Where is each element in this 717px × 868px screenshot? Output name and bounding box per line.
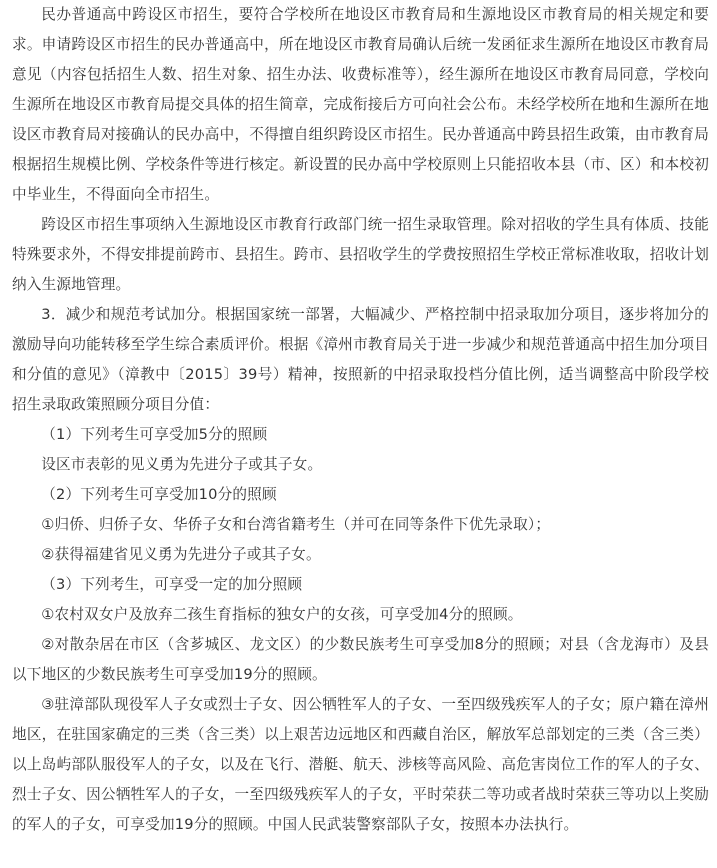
paragraph-bonus-points-reform: 3．减少和规范考试加分。根据国家统一部署，大幅减少、严格控制中招录取加分项目，逐步将加分的激励导向功能转移至学生综合素质评价。根据《漳州市教育局关于进一步减少和规范普通高中招生加分项目和分值的意见》（漳教中〔2015〕39号）精神，按照新的中招录取投档分值比例，适当调整高中阶段学校招生录取政策照顾分项目分值： — [12, 306, 709, 413]
item-bonus-10-points-1: ①归侨、归侨子女、华侨子女和台湾省籍考生（并可在同等条件下优先录取）； — [41, 516, 551, 533]
paragraph-cross-city-enrollment: 民办普通高中跨设区市招生，要符合学校所在地设区市教育局和生源地设区市教育局的相关规定和要求。申请跨设区市招生的民办普通高中，所在地设区市教育局确认后统一发函征求生源所在地设区市教育局意见（内容包括招生人数、招生对象、招生办法、收费标准等），经生源所在地设区市教育局同意，学校向生源所在地设区市教育局提交具体的招生简章，完成衔接后方可向社会公布。未经学校所在地和生源所在地设区市教育局对接确认的民办高中，不得擅自组织跨设区市招生。民办普通高中跨县招生政策，由市教育局根据招生规模比例、学校条件等进行核定。新设置的民办高中学校原则上只能招收本县（市、区）和本校初中毕业生，不得面向全市招生。 — [12, 6, 709, 203]
item-bonus-certain-1: ①农村双女户及放弃二孩生育指标的独女户的女孩，可享受加4分的照顾。 — [41, 606, 523, 623]
item-bonus-5-points: 设区市表彰的见义勇为先进分子或其子女。 — [41, 456, 323, 473]
heading-bonus-10-points: （2）下列考生可享受加10分的照顾 — [41, 486, 277, 503]
heading-bonus-certain-points: （3）下列考生，可享受一定的加分照顾 — [41, 576, 303, 593]
item-bonus-certain-2: ②对散杂居在市区（含芗城区、龙文区）的少数民族考生可享受加8分的照顾；对县（含龙海市）及县以下地区的少数民族考生可享受加19分的照顾。 — [12, 636, 709, 683]
item-bonus-10-points-2: ②获得福建省见义勇为先进分子或其子女。 — [41, 546, 321, 563]
paragraph-enrollment-management: 跨设区市招生事项纳入生源地设区市教育行政部门统一招生录取管理。除对招收的学生具有体质、技能特殊要求外，不得安排提前跨市、县招生。跨市、县招收学生的学费按照招生学校正常标准收取，招收计划纳入生源地管理。 — [12, 216, 709, 293]
heading-bonus-5-points: （1）下列考生可享受加5分的照顾 — [41, 426, 268, 443]
item-bonus-certain-3: ③驻漳部队现役军人子女或烈士子女、因公牺牲军人的子女、一至四级残疾军人的子女；原户籍在漳州地区，在驻国家确定的三类（含三类）以上艰苦边远地区和西藏自治区，解放军总部划定的三类（含三类）以上岛屿部队服役军人的子女，以及在飞行、潜艇、航天、涉核等高风险、高危害岗位工作的军人的子女、烈士子女、因公牺牲军人的子女，一至四级残疾军人的子女，平时荣获二等功或者战时荣获三等功以上奖励的军人的子女，可享受加19分的照顾。中国人民武装警察部队子女，按照本办法执行。 — [12, 696, 709, 833]
